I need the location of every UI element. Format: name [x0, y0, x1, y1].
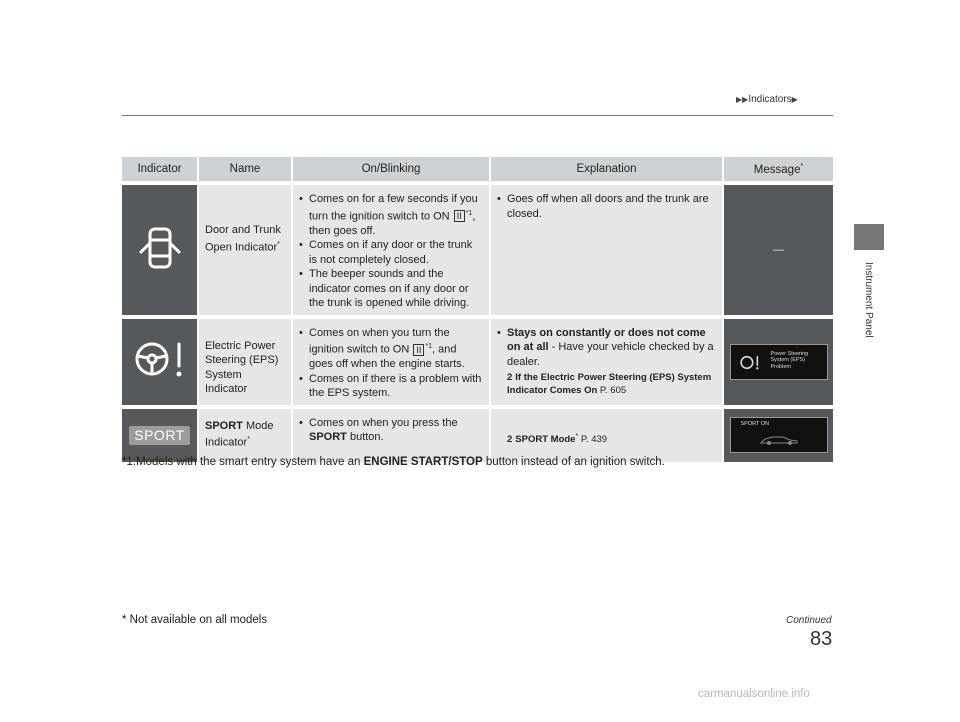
- name-cell: Electric Power Steering (EPS) System Indicator: [198, 317, 292, 407]
- header-explanation: Explanation: [490, 157, 723, 183]
- list-item: • Comes on when you turn the ignition switch to ON II $^{*1}$, and goes off when the engine starts.: [299, 326, 483, 372]
- table-header-row: [122, 157, 833, 183]
- table-row: [122, 407, 833, 462]
- message-cell: [723, 407, 833, 462]
- reference-arrow-icon: 2: [507, 433, 513, 445]
- explanation-cell: [490, 317, 723, 407]
- explanation-cell: [490, 183, 723, 317]
- name-cell: Door and Trunk Open Indicator*: [198, 183, 292, 317]
- list-item: • Comes on for a few seconds if you turn the ignition switch to ON II $^{*1}$, then goes off.: [299, 192, 483, 238]
- availability-note: * Not available on all models: [122, 614, 268, 626]
- header-rule: [122, 115, 833, 116]
- list-item: • Comes on if any door or the trunk is not completely closed.: [299, 238, 483, 267]
- onblinking-cell: [292, 317, 490, 407]
- list-item: • Comes on if there is a problem with the EPS system.: [299, 372, 483, 401]
- watermark: carmanualsonline.info: [698, 688, 810, 700]
- eps-steering-icon: [739, 354, 761, 371]
- list-item: • Stays on constantly or does not come on at all - Have your vehicle checked by a dealer.: [497, 326, 716, 370]
- onblinking-cell: [292, 407, 490, 462]
- name-cell: SPORT Mode Indicator*: [198, 407, 292, 462]
- breadcrumb-arrow-icon: ▶▶: [736, 95, 749, 104]
- indicator-cell: [122, 183, 198, 317]
- header-name: Name: [198, 157, 292, 183]
- page-number: 83: [810, 628, 833, 650]
- indicator-cell: [122, 317, 198, 407]
- onblinking-cell: [292, 183, 490, 317]
- message-cell: [723, 317, 833, 407]
- list-item: • The beeper sounds and the indicator comes on if any door or the trunk is opened while driving.: [299, 267, 483, 311]
- eps-steering-icon: [132, 337, 188, 381]
- message-display: Power Steering System (EPS) Problem: [730, 344, 828, 380]
- indicator-table: [122, 157, 833, 462]
- explanation-cell: [490, 407, 723, 462]
- door-open-icon: [138, 222, 182, 274]
- breadcrumb-arrow-icon: ▶: [791, 95, 798, 104]
- header-onblinking: On/Blinking: [292, 157, 490, 183]
- footnote: *1:Models with the smart entry system have an ENGINE START/STOP button instead of an ignition switch.: [122, 456, 665, 468]
- list-item: • Goes off when all doors and the trunk are closed.: [497, 192, 716, 221]
- list-item: • Comes on when you press the SPORT button.: [299, 416, 483, 445]
- section-label: Instrument Panel: [863, 262, 874, 338]
- message-display: SPORT ON: [730, 417, 828, 453]
- section-tab: [854, 224, 884, 250]
- table-row: [122, 317, 833, 407]
- header-indicator: Indicator: [122, 157, 198, 183]
- continued-label: Continued: [786, 615, 832, 626]
- page-reference[interactable]: 2 If the Electric Power Steering (EPS) System Indicator Comes On P. 605: [507, 372, 712, 396]
- page-reference[interactable]: 2 SPORT Mode* P. 439: [507, 432, 608, 445]
- car-silhouette-icon: [759, 432, 799, 446]
- table-row: [122, 183, 833, 317]
- breadcrumb: [736, 94, 798, 105]
- message-cell: —: [723, 183, 833, 317]
- breadcrumb-label: Indicators: [748, 94, 792, 105]
- reference-arrow-icon: 2: [507, 372, 513, 384]
- header-message: Message*: [723, 157, 833, 183]
- sport-mode-icon: SPORT: [129, 426, 189, 445]
- indicator-cell: [122, 407, 198, 462]
